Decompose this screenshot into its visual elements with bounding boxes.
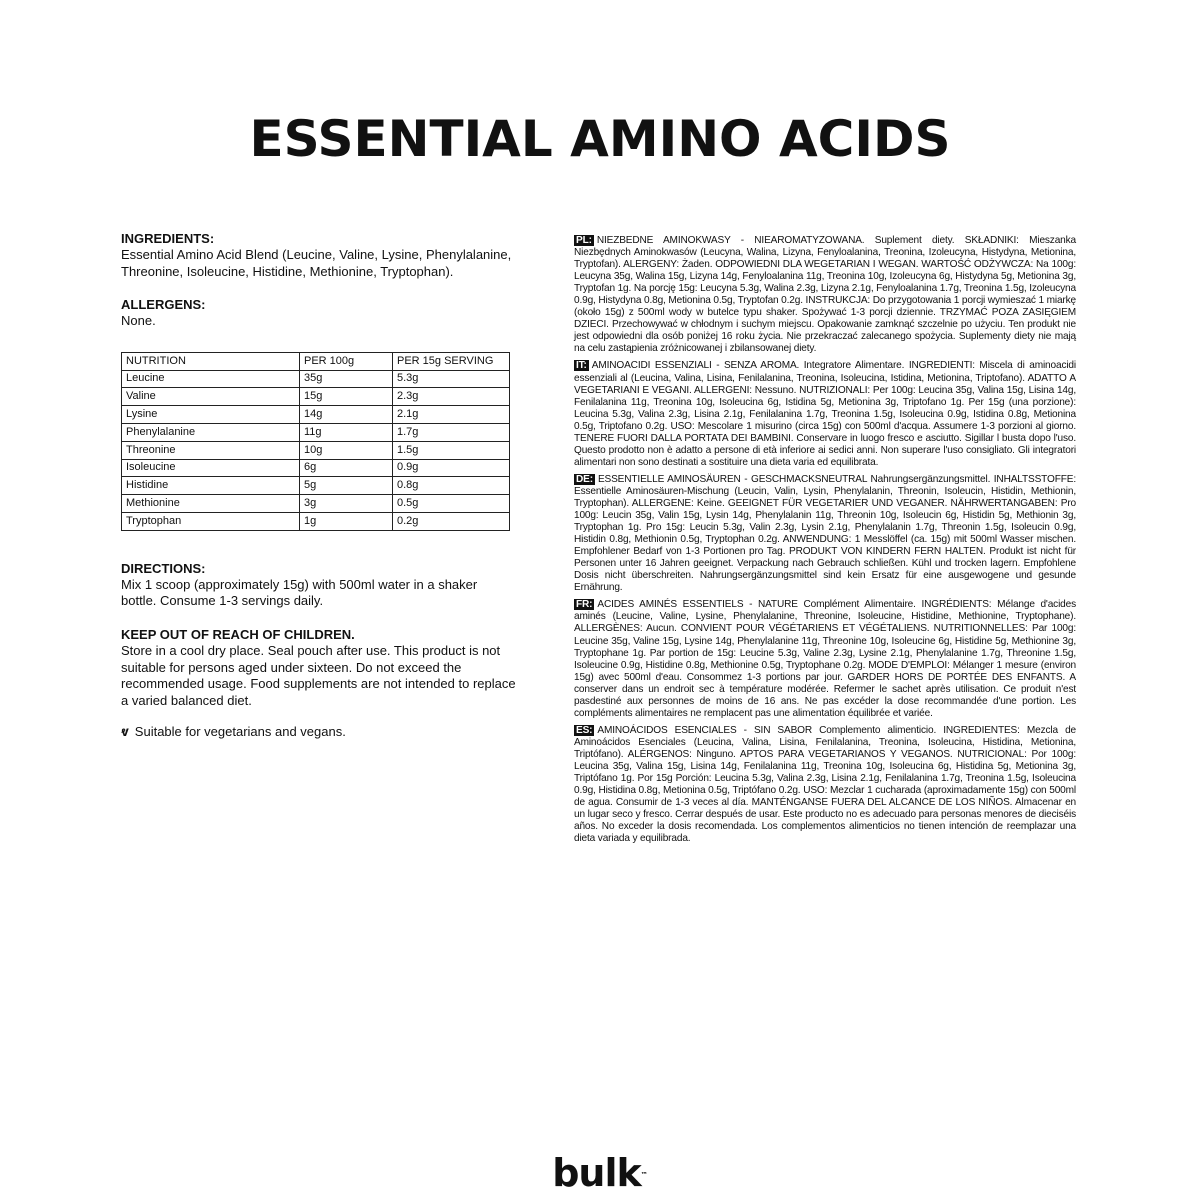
nutrition-cell: 0.9g bbox=[393, 459, 510, 477]
nutrition-cell: 2.1g bbox=[393, 406, 510, 424]
directions-text: Mix 1 scoop (approximately 15g) with 500ml water in a shaker bottle. Consume 1-3 servings daily. bbox=[121, 576, 478, 609]
ingredients-text: Essential Amino Acid Blend (Leucine, Valine, Lysine, Phenylalanine, Threonine, Isoleucine, Histidine, Methionine, Tryptophan). bbox=[121, 247, 512, 279]
nutrition-row bbox=[122, 370, 510, 388]
nutrition-cell: 35g bbox=[300, 370, 393, 388]
nutrition-cell: 0.8g bbox=[393, 477, 510, 495]
nutrition-header-cell: PER 100g bbox=[300, 352, 393, 370]
nutrition-header-cell: PER 15g SERVING bbox=[393, 352, 510, 370]
nutrition-cell: 1.7g bbox=[393, 423, 510, 441]
nutrition-cell: 3g bbox=[300, 495, 393, 513]
english-label-panel bbox=[121, 231, 516, 739]
nutrition-cell: Histidine bbox=[122, 477, 300, 495]
vegan-text: Suitable for vegetarians and vegans. bbox=[134, 723, 346, 739]
nutrition-cell: Leucine bbox=[122, 370, 300, 388]
language-code-badge: FR: bbox=[576, 599, 593, 611]
translation-text: AMINOACIDI ESSENZIALI - SENZA AROMA. Integratore Alimentare. INGREDIENTI: Miscela di aminoacidi essenziali al (Leucina, Valina, Lisina, Fenilalanina, Treonina, Isoleucina, Istidina, Metionina, Triptofano). ADATTO A VEGETARIANI E VEGANI. ALLERGENI: Nessuno. NUTRIZIONALI: Per 100g: Leucina 35g, Valina 15g, Lisina 14g, Fenilalanina 11g, Treonina 10g, Isoleucina 6g, Istidina 5g, Metionina 3g, Triptofano 1g. Per 15g (una porzione): Leucina 5.3g, Valina 2.3g, Lisina 2.1g, Fenilalanina 1.7g, Treonina 1.5g, Isoleucina 0.9g, Istidina 0.8g, Metionina 0.5g, Triptofano 0.2g. USO: Mescolare 1 misurino (circa 15g) con 500ml d'acqua. Assumere 1-3 porzioni al giorno. TENERE FUORI DALLA PORTATA DEI BAMBINI. Conservare in luogo fresco e asciutto. Sigillar l busta dopo l'uso. Questo prodotto non è adatto a persone di età inferiore ai sedici anni. Non superare l'uso consigliato. Gli integratori alimentari non sono destinati a sostituire una dieta varia ed equilibrata. bbox=[574, 360, 1076, 468]
warning-heading: KEEP OUT OF REACH OF CHILDREN. bbox=[121, 626, 355, 642]
allergens-text: None. bbox=[121, 313, 156, 329]
language-code-badge: ES: bbox=[576, 724, 593, 736]
translation-block bbox=[574, 725, 1076, 845]
trademark-mark: ™ bbox=[640, 1171, 648, 1179]
nutrition-cell: 15g bbox=[300, 388, 393, 406]
language-code-badge: IT: bbox=[576, 360, 587, 372]
nutrition-cell: Threonine bbox=[122, 441, 300, 459]
page-title: ESSENTIAL AMINO ACIDS bbox=[249, 110, 951, 168]
nutrition-cell: 0.5g bbox=[393, 495, 510, 513]
nutrition-cell: Phenylalanine bbox=[122, 423, 300, 441]
nutrition-header-row bbox=[122, 352, 510, 370]
nutrition-row bbox=[122, 423, 510, 441]
logo-text: bulk bbox=[552, 1151, 641, 1195]
nutrition-cell: Valine bbox=[122, 388, 300, 406]
nutrition-cell: 14g bbox=[300, 406, 393, 424]
nutrition-row bbox=[122, 406, 510, 424]
ingredients-heading: INGREDIENTS: bbox=[121, 231, 215, 246]
translation-text: AMINOÁCIDOS ESENCIALES - SIN SABOR Complemento alimenticio. INGREDIENTES: Mezcla de Aminoácidos Esenciales (Leucina, Valina, Lisina, Fenilalanina, Treonina, Isoleucina, Histidina, Metionina, Triptófano). ALÉRGENOS: Ninguno. APTOS PARA VEGETARIANOS Y VEGANOS. NUTRICIONAL: Por 100g: Leucina 35g, Valina 15g, Lisina 14g, Fenilalanina 11g, Treonina 10g, Isoleucina 6g, Histidina 5g, Metionina 3g, Triptófano 1g. Por 15g Porción: Leucina 5.3g, Valina 2.3g, Lisina 2.1g, Fenilalanina 1.7g, Treonina 1.5g, Isoleucina 0.9g, Histidina 0.8g, Metionina 0.5g, Triptófano 0.2g. USO: Mezclar 1 cucharada (aproximadamente 15g) con 500ml de agua. Consumir de 1-3 veces al día. MANTÉNGANSE FUERA DEL ALCANCE DE LOS NIÑOS. Almacenar en un lugar seco y fresco. Cerrar después de usar. Este producto no es adecuado para personas menores de dieciséis años. No exceder la dosis recomendada. Los complementos alimenticios no tienen intención de reemplazar una dieta variada y equilibrada. bbox=[574, 724, 1076, 845]
language-code-badge: DE: bbox=[576, 473, 593, 485]
nutrition-cell: 5.3g bbox=[393, 370, 510, 388]
translations-panel bbox=[574, 235, 1076, 850]
nutrition-row bbox=[122, 441, 510, 459]
allergens-heading: ALLERGENS: bbox=[121, 297, 206, 313]
nutrition-cell: 0.2g bbox=[393, 512, 510, 530]
nutrition-table bbox=[121, 352, 510, 531]
nutrition-cell: Tryptophan bbox=[122, 512, 300, 530]
nutrition-row bbox=[122, 477, 510, 495]
nutrition-cell: 2.3g bbox=[393, 388, 510, 406]
translation-block bbox=[574, 599, 1076, 719]
vegan-statement bbox=[121, 723, 516, 739]
nutrition-cell: 1g bbox=[300, 512, 393, 530]
language-code-badge: PL: bbox=[576, 235, 592, 246]
nutrition-cell: Lysine bbox=[122, 406, 300, 424]
nutrition-cell: Isoleucine bbox=[122, 459, 300, 477]
nutrition-cell: 5g bbox=[300, 477, 393, 495]
directions-heading: DIRECTIONS: bbox=[121, 560, 206, 576]
nutrition-cell: 6g bbox=[300, 459, 393, 477]
nutrition-cell: 11g bbox=[300, 423, 393, 441]
translation-block bbox=[574, 235, 1076, 355]
translation-text: ACIDES AMINÉS ESSENTIELS - NATURE Complément Alimentaire. INGRÉDIENTS: Mélange d'acides aminés (Leucine, Valine, Lysine, Phenylalanine, Threonine, Isoleucine, Histidine, Methionine, Tryptophane). ALLERGÈNES: Aucun. CONVIENT POUR VÉGÉTARIENS ET VÉGÉTALIENS. NUTRITIONNELLES: Par 100g: Leucine 35g, Valine 15g, Lysine 14g, Phenylalanine 11g, Threonine 10g, Isoleucine 6g, Histidine 5g, Methionine 3g, Tryptophane 1g. Par portion de 15g: Leucine 5.3g, Valine 2.3g, Lysine 2.1g, Phenylalanine 1.7g, Threonine 1.5g, Isoleucine 0.9g, Histidine 0.8g, Methionine 0.5g, Tryptophane 0.2g. MODE D'EMPLOI: Mélanger 1 mesure (environ 15g) avec 500ml d'eau. Consommez 1-3 portions par jour. GARDER HORS DE PORTÉE DES ENFANTS. A conserver dans un endroit sec à température modérée. Refermer le sachet après utilisation. Ce produit n'est pasdestiné aux personnes de moins de 16 ans. Ne pas excéder la dose recommandée d'une portion. Les compléments alimentaires ne remplacent pas une alimentation équilibrée et variée. bbox=[574, 599, 1076, 719]
nutrition-row bbox=[122, 495, 510, 513]
nutrition-cell: Methionine bbox=[122, 495, 300, 513]
nutrition-cell: 1.5g bbox=[393, 441, 510, 459]
nutrition-header-cell: NUTRITION bbox=[122, 352, 300, 370]
bulk-logo bbox=[0, 1150, 1200, 1196]
nutrition-row bbox=[122, 512, 510, 530]
translation-block bbox=[574, 360, 1076, 468]
translation-block bbox=[574, 474, 1076, 594]
nutrition-cell: 10g bbox=[300, 441, 393, 459]
translation-text: ESSENTIELLE AMINOSÄUREN - GESCHMACKSNEUTRAL Nahrungsergänzungsmittel. INHALTSSTOFFE: Essentielle Aminosäuren-Mischung (Leucin, Valin, Lysin, Phenylalanin, Threonin, Isoleucin, Histidin, Methionin, Tryptophan). ALLERGENE: Keine. GEEIGNET FÜR VEGETARIER UND VEGANER. NÄHRWERTANGABEN: Pro 100g: Leucin 35g, Valin 15g, Lysin 14g, Phenylalanin 11g, Threonin 10g, Isoleucin 6g, Histidin 5g, Methionin 3g, Tryptophan 1g. Pro 15g: Leucin 5.3g, Valin 2.3g, Lysin 2.1g, Phenylalanin 1.7g, Threonin 1.5g, Isoleucin 0.9g, Histidin 0.8g, Methionin 0.5g, Tryptophan 0.2g. ANWENDUNG: 1 Messlöffel (ca. 15g) mit 500ml Wasser mischen. Empfohlener Bedarf von 1-3 Portionen pro Tag. PRODUKT VON KINDERN FERN HALTEN. Produkt ist nicht für Personen unter 16 Jahren geeignet. Verpackung nach Gebrauch schließen. Kühl und trocken lagern. Empfohlene Dosis nicht überschreiten. Nahrungsergänzungsmittel sind kein Ersatz für eine ausgewogene und gesunde Ernährung. bbox=[574, 473, 1076, 594]
nutrition-row bbox=[122, 459, 510, 477]
warning-text: Store in a cool dry place. Seal pouch after use. This product is not suitable for persons aged under sixteen. Do not exceed the recommended usage. Food supplements are not intended to replace a varied balanced diet. bbox=[121, 642, 516, 708]
nutrition-row bbox=[122, 388, 510, 406]
translation-text: NIEZBEDNE AMINOKWASY - NIEAROMATYZOWANA. Suplement diety. SKŁADNIKI: Mieszanka Niezbędnych Aminokwasów (Leucyna, Walina, Lizyna, Fenyloalanina, Treonina, Izoleucyna, Histydyna, Metionina, Tryptofan). ALERGENY: Żaden. ODPOWIEDNI DLA WEGETARIAN I WEGAN. WARTOŚĆ ODŻYWCZA: Na 100g: Leucyna 35g, Walina 15g, Lizyna 14g, Fenyloalanina 11g, Treonina 10g, Izoleucyna 6g, Histydyna 5g, Metionina 3g, Tryptofan 1g. Na porcję 15g: Leucyna 5.3g, Walina 2.3g, Lizyna 2.1g, Fenyloalanina 1.7g, Treonina 1.5g, Izoleucyna 0.9g, Histydyna 0.8g, Metionina 0.5g, Tryptofan 0.2g. INSTRUKCJA: Do przygotowania 1 porcji wymieszać 1 miarkę (około 15g) z 500ml wody w butelce typu shaker. Spożywać 1-3 porcji dziennie. TRZYMAĆ POZA ZASIĘGIEM DZIECI. Przechowywać w chłodnym i suchym miejscu. Opakowanie zamknąć szczelnie po użyciu. Ten produkt nie jest odpowiedni dla osób poniżej 16 roku życia. Nie przekraczać zalecanego spożycia. Suplementy diety nie mają na celu zastąpienia zróżnicowanej i zbilansowanej diety. bbox=[574, 235, 1076, 355]
vegan-v-icon: ⱴ bbox=[121, 723, 129, 740]
